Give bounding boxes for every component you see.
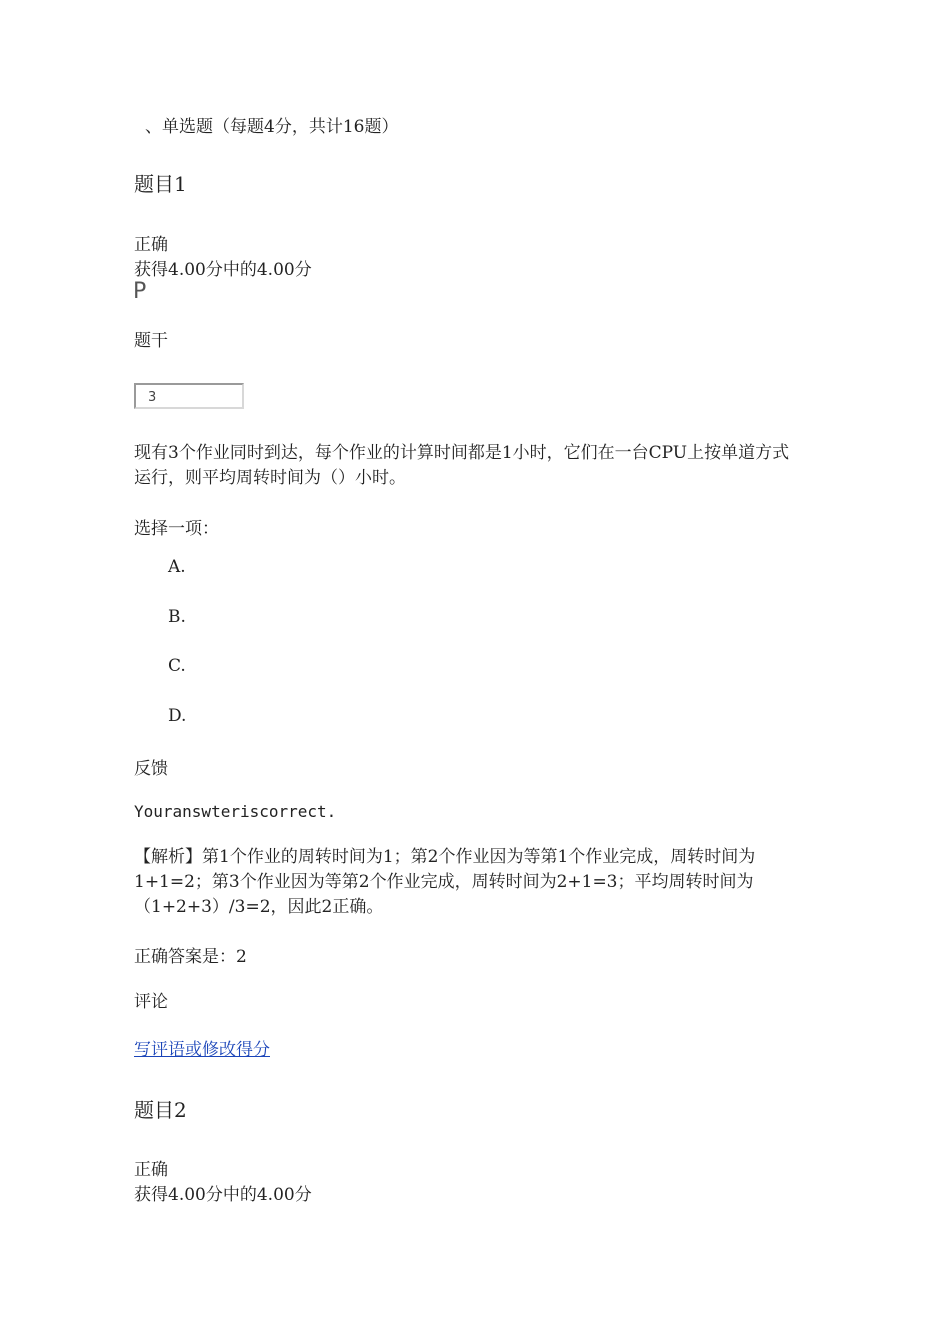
option-a[interactable]: A. (168, 557, 186, 577)
feedback-label: 反馈 (134, 759, 168, 779)
question-flag-marker: P (133, 279, 147, 304)
answer-field[interactable] (134, 383, 244, 409)
option-b[interactable]: B. (168, 607, 186, 627)
question-1-score: 获得4.00分中的4.00分 (134, 260, 312, 280)
question-1-text: 现有3个作业同时到达，每个作业的计算时间都是1小时，它们在一台CPU上按单道方式运行，则平均周转时间为（）小时。 (134, 443, 790, 488)
option-d[interactable]: D. (168, 706, 187, 726)
comment-label: 评论 (134, 992, 168, 1012)
question-2-title: 题目2 (134, 1098, 187, 1122)
question-2-score: 获得4.00分中的4.00分 (134, 1185, 312, 1205)
answer-field-value: 3 (148, 390, 157, 405)
comment-link[interactable]: 写评语或修改得分 (134, 1040, 270, 1060)
question-1-title: 题目1 (134, 172, 187, 196)
option-c[interactable]: C. (168, 656, 186, 676)
choose-one-label: 选择一项： (134, 519, 219, 539)
question-stem-label: 题干 (134, 331, 168, 351)
feedback-text: Youranswteriscorrect. (134, 802, 337, 821)
section-header: 、单选题（每题4分，共计16题） (145, 117, 399, 137)
correct-answer: 正确答案是：2 (134, 947, 247, 967)
question-1-status: 正确 (134, 235, 168, 255)
question-2-status: 正确 (134, 1160, 168, 1180)
analysis-text: 【解析】第1个作业的周转时间为1；第2个作业因为等第1个作业完成，周转时间为1+1=2；第3个作业因为等第2个作业完成，周转时间为2+1=3；平均周转时间为（1+2+3）/3=2，因此2正确。 (134, 847, 756, 917)
